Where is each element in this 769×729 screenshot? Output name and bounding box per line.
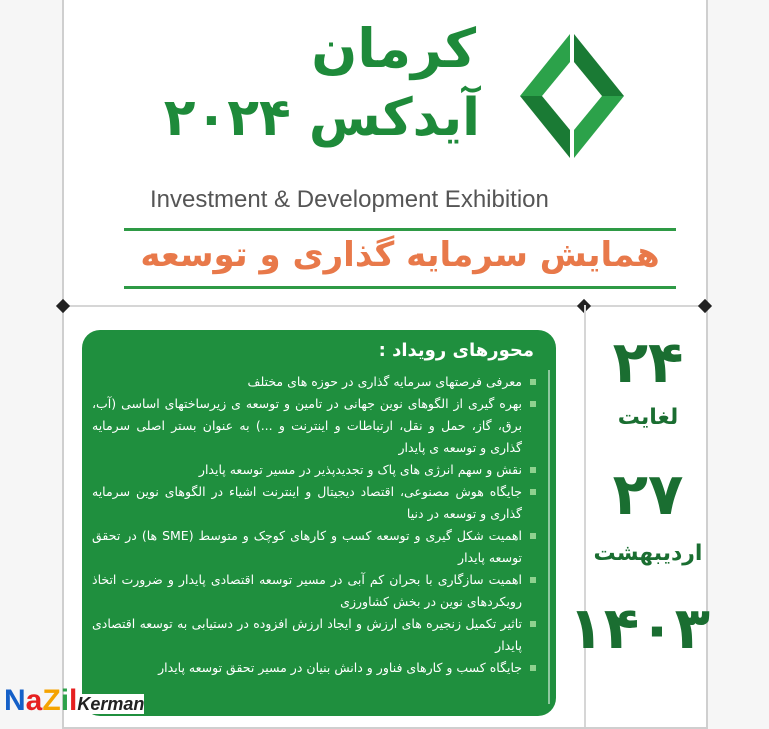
topic-item: معرفی فرصتهای سرمایه گذاری در حوزه های مختلف [92,371,538,393]
topic-item: اهمیت شکل گیری و توسعه کسب و کارهای کوچک و متوسط (SME ها) در تحقق توسعه پایدار [92,525,538,569]
topic-item: اهمیت سازگاری با بحران کم آبی در مسیر توسعه اقتصادی پایدار و ضرورت اتخاذ رویکردهای نوین در بخش کشاورزی [92,569,538,613]
date-start-day: ۲۴ [612,328,684,396]
divider-diamond-left [56,299,70,313]
topic-item: تاثیر تکمیل زنجیره های ارزش و ایجاد ارزش افزوده در دستیابی به توسعه اقتصادی پایدار [92,613,538,657]
panel-accent-line [548,370,550,704]
subtitle-persian: همایش سرمایه گذاری و توسعه [140,235,660,275]
poster-card [62,0,708,729]
date-month: اردیبهشت [593,541,703,566]
watermark-kerman: Kerman [77,694,145,714]
kerman-idex-logo-icon [512,32,630,160]
logo-title-kerman: کرمان [311,17,476,80]
date-end-day: ۲۷ [612,460,684,528]
topic-item: جایگاه هوش مصنوعی، اقتصاد دیجیتال و اینترنت اشیاء در الگوهای نوین سرمایه گذاری و توسعه در دنیا [92,481,538,525]
topic-item: جایگاه کسب و کارهای فناور و دانش بنیان در مسیر تحقق توسعه پایدار [92,657,538,679]
logo-title-idex: آیدکس ۲۰۲۴ [163,88,480,148]
rule-bottom [124,286,676,289]
topics-list [92,371,538,679]
date-to-label: لغایت [617,405,679,430]
topic-item: بهره گیری از الگوهای نوین جهانی در تامین و توسعه ی زیرساختهای اساسی (آب، برق، گاز، حمل و نقل، ارتباطات و اینترنت و ...) به عنوان بستر اصلی سرمایه گذاری و توسعه ی پایدار [92,393,538,459]
rule-top [124,228,676,231]
subtitle-english: Investment & Development Exhibition [150,186,549,213]
event-dates [568,307,710,662]
date-year: ۱۴۰۳ [568,594,710,662]
watermark-logo: NaZilKerman [4,684,145,717]
topics-panel [82,330,556,716]
topic-item: نقش و سهم انرژی های پاک و تجدیدپذیر در مسیر توسعه پایدار [92,459,538,481]
topics-title: محورهای رویداد : [378,340,534,361]
